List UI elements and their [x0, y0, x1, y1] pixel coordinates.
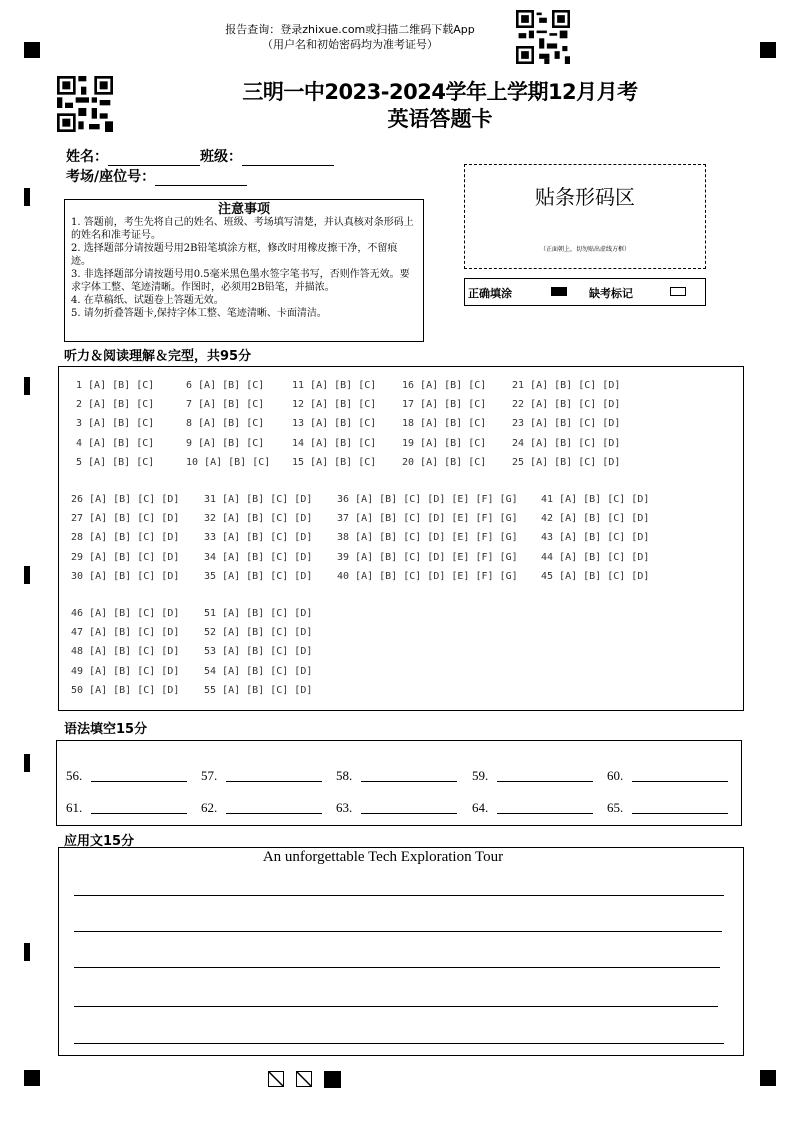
choice-question[interactable]: 42 [A] [B] [C] [D]	[541, 513, 650, 525]
choice-question[interactable]: 45 [A] [B] [C] [D]	[541, 570, 650, 582]
class-field[interactable]	[242, 151, 334, 166]
notice-title: 注意事项	[217, 202, 270, 217]
blank-line[interactable]	[91, 813, 187, 814]
choice-question[interactable]: 9 [A] [B] [C]	[186, 437, 265, 449]
choice-question[interactable]: 52 [A] [B] [C] [D]	[204, 627, 313, 639]
choice-question[interactable]: 28 [A] [B] [C] [D]	[71, 532, 180, 544]
barcode-area[interactable]	[464, 164, 706, 269]
grammar-blank[interactable]	[66, 768, 82, 784]
choice-question[interactable]: 23 [A] [B] [C] [D]	[512, 418, 621, 430]
choice-question[interactable]: 3 [A] [B] [C]	[76, 418, 155, 430]
choice-question[interactable]: 25 [A] [B] [C] [D]	[512, 456, 621, 468]
notice-item: 1. 答题前，考生先将自己的姓名、班级、考场填写清楚，并认真核对条形码上的姓名和准考证号。	[71, 217, 414, 241]
writing-line[interactable]	[74, 967, 720, 968]
name-field[interactable]	[108, 151, 200, 166]
choice-question[interactable]: 29 [A] [B] [C] [D]	[71, 551, 180, 563]
timing-mark	[24, 943, 30, 961]
fill-legend	[464, 278, 706, 306]
choice-question[interactable]: 22 [A] [B] [C] [D]	[512, 399, 621, 411]
blank-number: 62.	[201, 800, 218, 815]
seat-field[interactable]	[155, 171, 247, 186]
blank-line[interactable]	[361, 781, 457, 782]
absent-mark-box[interactable]	[670, 287, 686, 296]
notice-box	[64, 199, 424, 342]
writing-line[interactable]	[74, 931, 722, 932]
grammar-blank[interactable]	[472, 800, 488, 816]
choice-question[interactable]: 32 [A] [B] [C] [D]	[204, 513, 313, 525]
class-label: 班级：	[200, 149, 242, 165]
student-info-row-1	[66, 146, 334, 166]
blank-number: 59.	[472, 768, 489, 783]
choice-question[interactable]: 20 [A] [B] [C]	[402, 456, 487, 468]
corner-mark-bottom-left	[24, 1070, 40, 1086]
page-subtitle: 英语答题卡	[387, 107, 493, 131]
choice-question[interactable]: 10 [A] [B] [C]	[186, 456, 271, 468]
section2-title: 语法填空15分	[64, 722, 148, 737]
corner-mark-top-right	[760, 42, 776, 58]
name-label: 姓名：	[66, 149, 108, 165]
choice-question[interactable]: 36 [A] [B] [C] [D] [E] [F] [G]	[337, 494, 518, 505]
blank-number: 56.	[66, 768, 83, 783]
section1-title: 听力＆阅读理解＆完型，共95分	[64, 349, 252, 364]
grammar-blank[interactable]	[201, 768, 217, 784]
grammar-blank[interactable]	[336, 768, 352, 784]
correct-fill-label: 正确填涂	[468, 287, 512, 300]
choice-question[interactable]: 33 [A] [B] [C] [D]	[204, 532, 313, 544]
report-query-notice	[200, 22, 500, 52]
notice-item: 4. 在草稿纸、试题卷上答题无效。	[71, 295, 224, 306]
choice-question[interactable]: 17 [A] [B] [C]	[402, 399, 487, 411]
qr-code-icon	[516, 10, 570, 64]
choice-question[interactable]: 15 [A] [B] [C]	[292, 456, 377, 468]
choice-question[interactable]: 12 [A] [B] [C]	[292, 399, 377, 411]
slash-icon	[297, 1072, 312, 1087]
blank-line[interactable]	[361, 813, 457, 814]
corner-mark-top-left	[24, 42, 40, 58]
choice-question[interactable]: 8 [A] [B] [C]	[186, 418, 265, 430]
choice-question[interactable]: 55 [A] [B] [C] [D]	[204, 684, 313, 696]
choice-question[interactable]: 14 [A] [B] [C]	[292, 437, 377, 449]
choice-question[interactable]: 13 [A] [B] [C]	[292, 418, 377, 430]
choice-question[interactable]: 24 [A] [B] [C] [D]	[512, 437, 621, 449]
grammar-blank[interactable]	[336, 800, 352, 816]
blank-number: 58.	[336, 768, 353, 783]
choice-question[interactable]: 37 [A] [B] [C] [D] [E] [F] [G]	[337, 513, 518, 525]
report-query-line: 报告查询：登录zhixue.com或扫描二维码下载App	[225, 23, 475, 36]
barcode-title: 贴条形码区	[535, 185, 635, 209]
notice-item: 3. 非选择题部分请按题号用0.5毫米黑色墨水签字笔书写，否则作答无效。要求字体工整、笔迹清晰。作图时，必须用2B铅笔，并描浓。	[71, 269, 410, 293]
blank-number: 64.	[472, 800, 489, 815]
choice-question[interactable]: 26 [A] [B] [C] [D]	[71, 494, 180, 505]
choice-question[interactable]: 49 [A] [B] [C] [D]	[71, 665, 180, 677]
blank-line[interactable]	[226, 781, 322, 782]
notice-item: 5. 请勿折叠答题卡,保持字体工整、笔迹清晰、卡面清洁。	[71, 308, 327, 319]
writing-line[interactable]	[74, 1043, 724, 1044]
choice-question[interactable]: 54 [A] [B] [C] [D]	[204, 665, 313, 677]
choice-question[interactable]: 47 [A] [B] [C] [D]	[71, 627, 180, 639]
choice-question[interactable]: 7 [A] [B] [C]	[186, 399, 265, 411]
credentials-hint: （用户名和初始密码均为准考证号）	[262, 38, 438, 51]
choice-question[interactable]: 43 [A] [B] [C] [D]	[541, 532, 650, 544]
grammar-blank[interactable]	[472, 768, 488, 784]
blank-line[interactable]	[632, 813, 728, 814]
choice-question[interactable]: 53 [A] [B] [C] [D]	[204, 646, 313, 658]
choice-question[interactable]: 2 [A] [B] [C]	[76, 399, 155, 411]
grammar-blank[interactable]	[66, 800, 82, 816]
page-marker-filled	[324, 1071, 341, 1088]
blank-number: 61.	[66, 800, 83, 815]
blank-line[interactable]	[91, 781, 187, 782]
choice-question[interactable]: 50 [A] [B] [C] [D]	[71, 684, 180, 696]
essay-title: An unforgettable Tech Exploration Tour	[262, 849, 504, 865]
blank-number: 57.	[201, 768, 218, 783]
choice-question[interactable]: 34 [A] [B] [C] [D]	[204, 551, 313, 563]
writing-line[interactable]	[74, 895, 724, 896]
timing-mark	[24, 754, 30, 772]
writing-line[interactable]	[74, 1006, 718, 1007]
choice-question[interactable]: 31 [A] [B] [C] [D]	[204, 494, 313, 505]
student-info-row-2	[66, 166, 247, 186]
seat-label: 考场/座位号：	[66, 169, 156, 185]
choice-question[interactable]: 11 [A] [B] [C]	[292, 380, 377, 391]
barcode-hint: （正面朝上，切勿贴出虚线方框）	[539, 246, 630, 253]
grammar-blank[interactable]	[201, 800, 217, 816]
choice-question[interactable]: 51 [A] [B] [C] [D]	[204, 608, 313, 619]
choice-question[interactable]: 48 [A] [B] [C] [D]	[71, 646, 180, 658]
choice-question[interactable]: 6 [A] [B] [C]	[186, 380, 265, 391]
page-title: 三明一中2023-2024学年上学期12月月考	[242, 80, 638, 104]
choice-question[interactable]: 46 [A] [B] [C] [D]	[71, 608, 180, 619]
choice-question[interactable]: 27 [A] [B] [C] [D]	[71, 513, 180, 525]
notice-item: 2. 选择题部分请按题号用2B铅笔填涂方框，修改时用橡皮擦干净，不留痕迹。	[71, 243, 398, 267]
blank-line[interactable]	[632, 781, 728, 782]
choice-question[interactable]: 21 [A] [B] [C] [D]	[512, 380, 621, 391]
page-marker-box	[268, 1071, 284, 1087]
blank-line[interactable]	[497, 813, 593, 814]
qr-code-icon	[57, 76, 113, 132]
blank-number: 65.	[607, 800, 624, 815]
timing-mark	[24, 566, 30, 584]
blank-number: 63.	[336, 800, 353, 815]
blank-line[interactable]	[226, 813, 322, 814]
choice-question[interactable]: 18 [A] [B] [C]	[402, 418, 487, 430]
slash-icon	[269, 1072, 284, 1087]
choice-question[interactable]: 35 [A] [B] [C] [D]	[204, 570, 313, 582]
blank-number: 60.	[607, 768, 624, 783]
absent-mark-label: 缺考标记	[589, 287, 633, 300]
choice-question[interactable]: 41 [A] [B] [C] [D]	[541, 494, 650, 505]
page-marker-box	[296, 1071, 312, 1087]
choice-question[interactable]: 39 [A] [B] [C] [D] [E] [F] [G]	[337, 551, 518, 563]
corner-mark-bottom-right	[760, 1070, 776, 1086]
choice-question[interactable]: 16 [A] [B] [C]	[402, 380, 487, 391]
filled-box-icon	[551, 287, 567, 296]
choice-question[interactable]: 19 [A] [B] [C]	[402, 437, 487, 449]
timing-mark	[24, 377, 30, 395]
blank-line[interactable]	[497, 781, 593, 782]
choice-question[interactable]: 4 [A] [B] [C]	[76, 437, 155, 449]
timing-mark	[24, 188, 30, 206]
choice-question[interactable]: 44 [A] [B] [C] [D]	[541, 551, 650, 563]
choice-question[interactable]: 38 [A] [B] [C] [D] [E] [F] [G]	[337, 532, 518, 544]
choice-question[interactable]: 40 [A] [B] [C] [D] [E] [F] [G]	[337, 570, 518, 582]
choice-question[interactable]: 1 [A] [B] [C]	[76, 380, 155, 391]
grammar-blank[interactable]	[607, 768, 623, 784]
grammar-blank[interactable]	[607, 800, 623, 816]
section3-title: 应用文15分	[64, 834, 135, 849]
writing-area	[58, 847, 744, 1056]
choice-question[interactable]: 5 [A] [B] [C]	[76, 456, 155, 468]
choice-question[interactable]: 30 [A] [B] [C] [D]	[71, 570, 180, 582]
